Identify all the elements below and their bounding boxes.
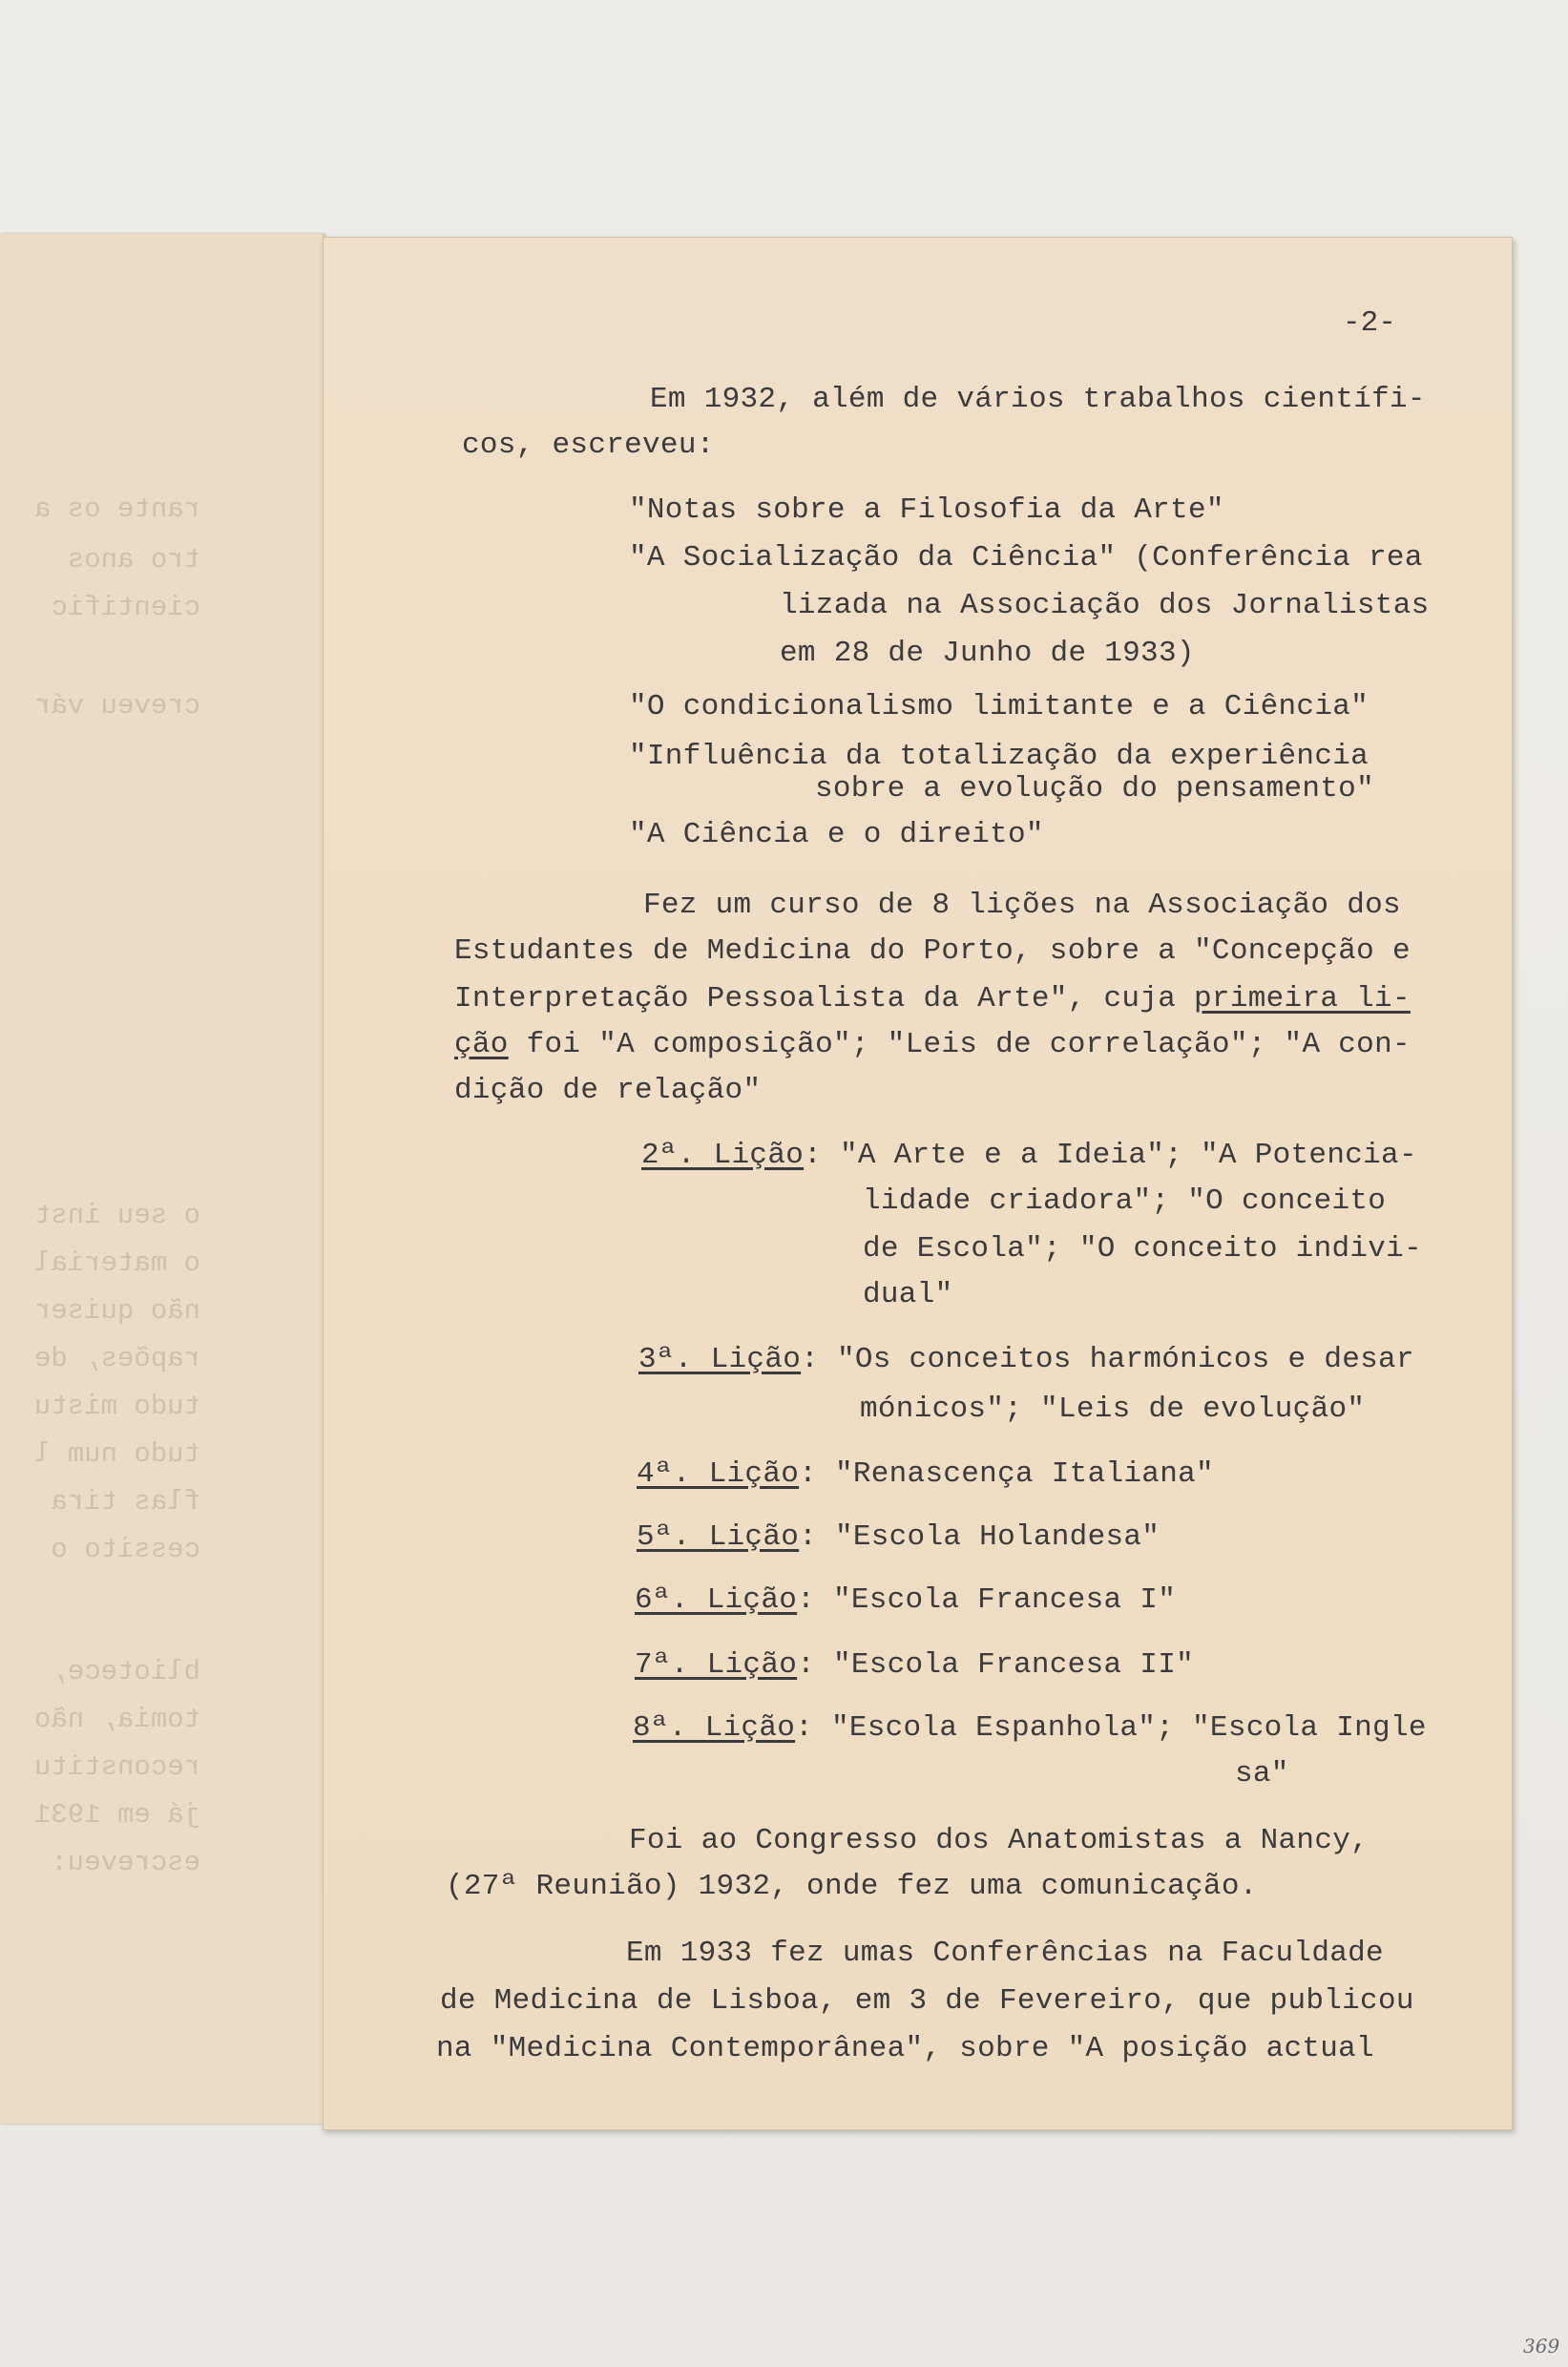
lesson-label: 4ª. Lição (637, 1457, 800, 1491)
lesson-line: 4ª. Lição: "Renascença Italiana" (637, 1457, 1214, 1491)
bleed-text: escreveu: (51, 1847, 200, 1878)
underlined-text: primeira li- (1194, 982, 1411, 1016)
lesson-line: 8ª. Lição: "Escola Espanhola"; "Escola Ingle (633, 1711, 1427, 1745)
work-title: "A Ciência e o direito" (629, 818, 1044, 851)
lesson-label: 5ª. Lição (637, 1520, 800, 1554)
bleed-text: rapões, de (33, 1343, 200, 1374)
lesson-label: 3ª. Lição (638, 1343, 802, 1376)
lesson-line: 6ª. Lição: "Escola Francesa I" (635, 1583, 1177, 1617)
text-line: em 28 de Junho de 1933) (780, 637, 1195, 670)
bleed-text: reconstitu (33, 1751, 200, 1783)
text-line: (27ª Reunião) 1932, onde fez uma comunicação. (446, 1870, 1258, 1903)
lesson-label: 6ª. Lição (635, 1583, 798, 1617)
text-line: lizada na Associação dos Jornalistas (780, 589, 1430, 622)
bleed-text: tudo num l (33, 1438, 200, 1470)
text-line: lidade criadora"; "O conceito (863, 1184, 1387, 1218)
bleed-text: tro anos (67, 544, 200, 576)
text-line: Em 1933 fez umas Conferências na Faculdade (626, 1937, 1384, 1970)
text-line: dual" (863, 1278, 953, 1311)
text-line: Estudantes de Medicina do Porto, sobre a "Concepção e (454, 934, 1411, 968)
work-title: "A Socialização da Ciência" (Conferência rea (629, 541, 1423, 575)
lesson-label: 7ª. Lição (635, 1648, 798, 1682)
page-number: -2- (1343, 306, 1396, 340)
text-line: sobre a evolução do pensamento" (815, 772, 1374, 806)
bleed-text: bliotece, (51, 1656, 200, 1687)
bleed-text: o seu inst (33, 1200, 200, 1231)
bleed-text: tomia, não (33, 1704, 200, 1735)
text-line: de Escola"; "O conceito indivi- (863, 1232, 1422, 1266)
lesson-line: 3ª. Lição: "Os conceitos harmónicos e desar (638, 1343, 1414, 1376)
work-title: "Notas sobre a Filosofia da Arte" (629, 493, 1224, 527)
text-line: de Medicina de Lisboa, em 3 de Fevereiro, que publicou (440, 1984, 1414, 2018)
lesson-label: 8ª. Lição (633, 1711, 796, 1745)
work-title: "Influência da totalização da experiência (629, 740, 1369, 773)
text-line: ção foi "A composição"; "Leis de correlação"; "A con- (454, 1028, 1411, 1061)
text-line: dição de relação" (454, 1074, 762, 1107)
lesson-line: 5ª. Lição: "Escola Holandesa" (637, 1520, 1160, 1554)
bleed-text: tudo mistu (33, 1391, 200, 1422)
previous-page-edge (0, 234, 324, 2124)
bleed-text: cientific (51, 592, 200, 623)
text-line: cos, escreveu: (462, 429, 715, 462)
text-line: Foi ao Congresso dos Anatomistas a Nancy, (629, 1824, 1369, 1857)
text-line: mónicos"; "Leis de evolução" (860, 1393, 1366, 1426)
bleed-text: creveu vár (33, 690, 200, 722)
text-line: Em 1932, além de vários trabalhos científi- (650, 383, 1426, 416)
lesson-line: 2ª. Lição: "A Arte e a Ideia"; "A Potencia- (641, 1139, 1417, 1172)
text-line: Interpretação Pessoalista da Arte", cuja primeira li- (454, 982, 1411, 1016)
lesson-line: 7ª. Lição: "Escola Francesa II" (635, 1648, 1195, 1682)
bleed-text: o material (33, 1247, 200, 1279)
bleed-text: já em 1931 (33, 1799, 200, 1831)
bleed-text: flas tira (51, 1486, 200, 1518)
bleed-text: cessito o (51, 1534, 200, 1565)
text-line: Fez um curso de 8 lições na Associação dos (643, 889, 1401, 922)
text-line: na "Medicina Contemporânea", sobre "A posição actual (436, 2032, 1374, 2065)
bleed-text: rante os a (33, 493, 200, 525)
typed-page (323, 237, 1513, 2130)
underlined-text: ção (454, 1028, 509, 1061)
work-title: "O condicionalismo limitante e a Ciência" (629, 690, 1369, 723)
bleed-text: não quiser (33, 1295, 200, 1327)
lesson-label: 2ª. Lição (641, 1139, 805, 1172)
text-line: sa" (1235, 1757, 1289, 1791)
archive-pencil-mark: 369 (1523, 2335, 1560, 2357)
